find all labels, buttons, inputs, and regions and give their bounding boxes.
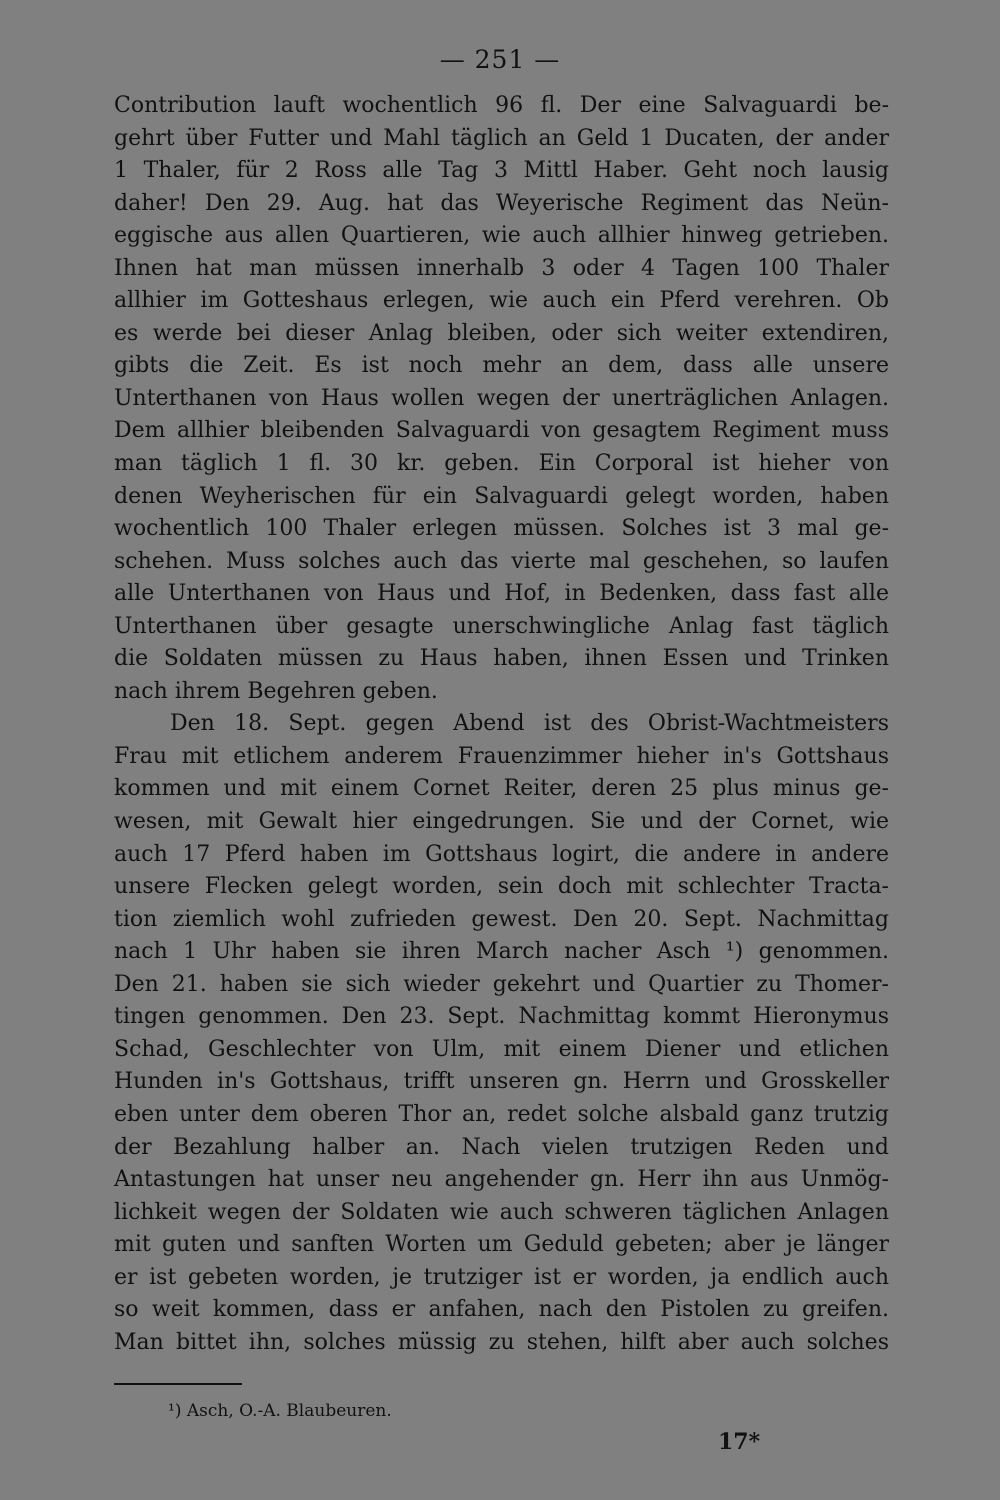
text-line: wesen, mit Gewalt hier eingedrungen. Sie und der Cornet, wie xyxy=(114,809,889,835)
text-line: man täglich 1 fl. 30 kr. geben. Ein Corporal ist hieher von xyxy=(114,451,889,477)
paragraph-end-line: nach ihrem Begehren geben. xyxy=(114,678,438,704)
signature-mark: 17* xyxy=(718,1429,761,1455)
footnote-divider xyxy=(114,1383,242,1385)
text-line: nach 1 Uhr haben sie ihren March nacher Asch ¹) genommen. xyxy=(114,939,889,965)
text-line: Den 21. haben sie sich wieder gekehrt und Quartier zu Thomer- xyxy=(114,971,889,997)
text-line: eggische aus allen Quartieren, wie auch allhier hinweg getrieben. xyxy=(114,223,889,249)
text-line: gehrt über Futter und Mahl täglich an Geld 1 Ducaten, der ander xyxy=(114,125,889,151)
text-line: 1 Thaler, für 2 Ross alle Tag 3 Mittl Haber. Geht noch lausig xyxy=(114,158,889,184)
text-line: Unterthanen von Haus wollen wegen der unerträglichen Anlagen. xyxy=(114,385,889,411)
text-line: schehen. Muss solches auch das vierte mal geschehen, so laufen xyxy=(114,548,889,574)
text-line: allhier im Gotteshaus erlegen, wie auch ein Pferd verehren. Ob xyxy=(114,288,889,314)
footnote: ¹) Asch, O.-A. Blaubeuren. xyxy=(168,1401,392,1421)
text-line: lichkeit wegen der Soldaten wie auch schweren täglichen Anlagen xyxy=(114,1199,889,1225)
text-line: Man bittet ihn, solches müssig zu stehen, hilft aber auch solches xyxy=(114,1329,889,1355)
text-line: unsere Flecken gelegt worden, sein doch mit schlechter Tracta- xyxy=(114,874,889,900)
text-line: die Soldaten müssen zu Haus haben, ihnen Essen und Trinken xyxy=(114,646,889,672)
text-line: Hunden in's Gottshaus, trifft unseren gn. Herrn und Grosskeller xyxy=(114,1069,889,1095)
text-line: auch 17 Pferd haben im Gottshaus logirt, die andere in andere xyxy=(114,841,889,867)
page-number: — 251 — xyxy=(439,45,561,74)
text-line: es werde bei dieser Anlag bleiben, oder sich weiter extendiren, xyxy=(114,320,889,346)
text-line: kommen und mit einem Cornet Reiter, deren 25 plus minus ge- xyxy=(114,776,889,802)
text-line: alle Unterthanen von Haus und Hof, in Bedenken, dass fast alle xyxy=(114,581,889,607)
text-line: Frau mit etlichem anderem Frauenzimmer hieher in's Gottshaus xyxy=(114,743,889,769)
text-line: gibts die Zeit. Es ist noch mehr an dem, dass alle unsere xyxy=(114,353,889,379)
text-line: der Bezahlung halber an. Nach vielen trutzigen Reden und xyxy=(114,1134,889,1160)
text-line: Schad, Geschlechter von Ulm, mit einem Diener und etlichen xyxy=(114,1036,889,1062)
text-line: daher! Den 29. Aug. hat das Weyerische Regiment das Neün- xyxy=(114,190,889,216)
text-line: denen Weyherischen für ein Salvaguardi gelegt worden, haben xyxy=(114,483,889,509)
main-text xyxy=(114,90,889,1359)
text-line: mit guten und sanften Worten um Geduld gebeten; aber je länger xyxy=(114,1232,889,1258)
text-line: eben unter dem oberen Thor an, redet solche alsbald ganz trutzig xyxy=(114,1101,889,1127)
text-line: tingen genommen. Den 23. Sept. Nachmittag kommt Hieronymus xyxy=(114,1004,889,1030)
text-line: so weit kommen, dass er anfahen, nach den Pistolen zu greifen. xyxy=(114,1297,889,1323)
text-line: Contribution lauft wochentlich 96 fl. Der eine Salvaguardi be- xyxy=(114,93,889,118)
text-line: Ihnen hat man müssen innerhalb 3 oder 4 Tagen 100 Thaler xyxy=(114,255,889,281)
text-line: wochentlich 100 Thaler erlegen müssen. Solches ist 3 mal ge- xyxy=(114,516,889,542)
text-line: er ist gebeten worden, je trutziger ist er worden, ja endlich auch xyxy=(114,1264,889,1290)
text-line: Antastungen hat unser neu angehender gn. Herr ihn aus Unmög- xyxy=(114,1167,889,1193)
paragraph-start-line: Den 18. Sept. gegen Abend ist des Obrist-Wachtmeisters xyxy=(170,711,889,737)
text-line: Unterthanen über gesagte unerschwingliche Anlag fast täglich xyxy=(114,613,889,639)
text-line: tion ziemlich wohl zufrieden gewest. Den 20. Sept. Nachmittag xyxy=(114,906,889,932)
text-line: Dem allhier bleibenden Salvaguardi von gesagtem Regiment muss xyxy=(114,418,889,444)
